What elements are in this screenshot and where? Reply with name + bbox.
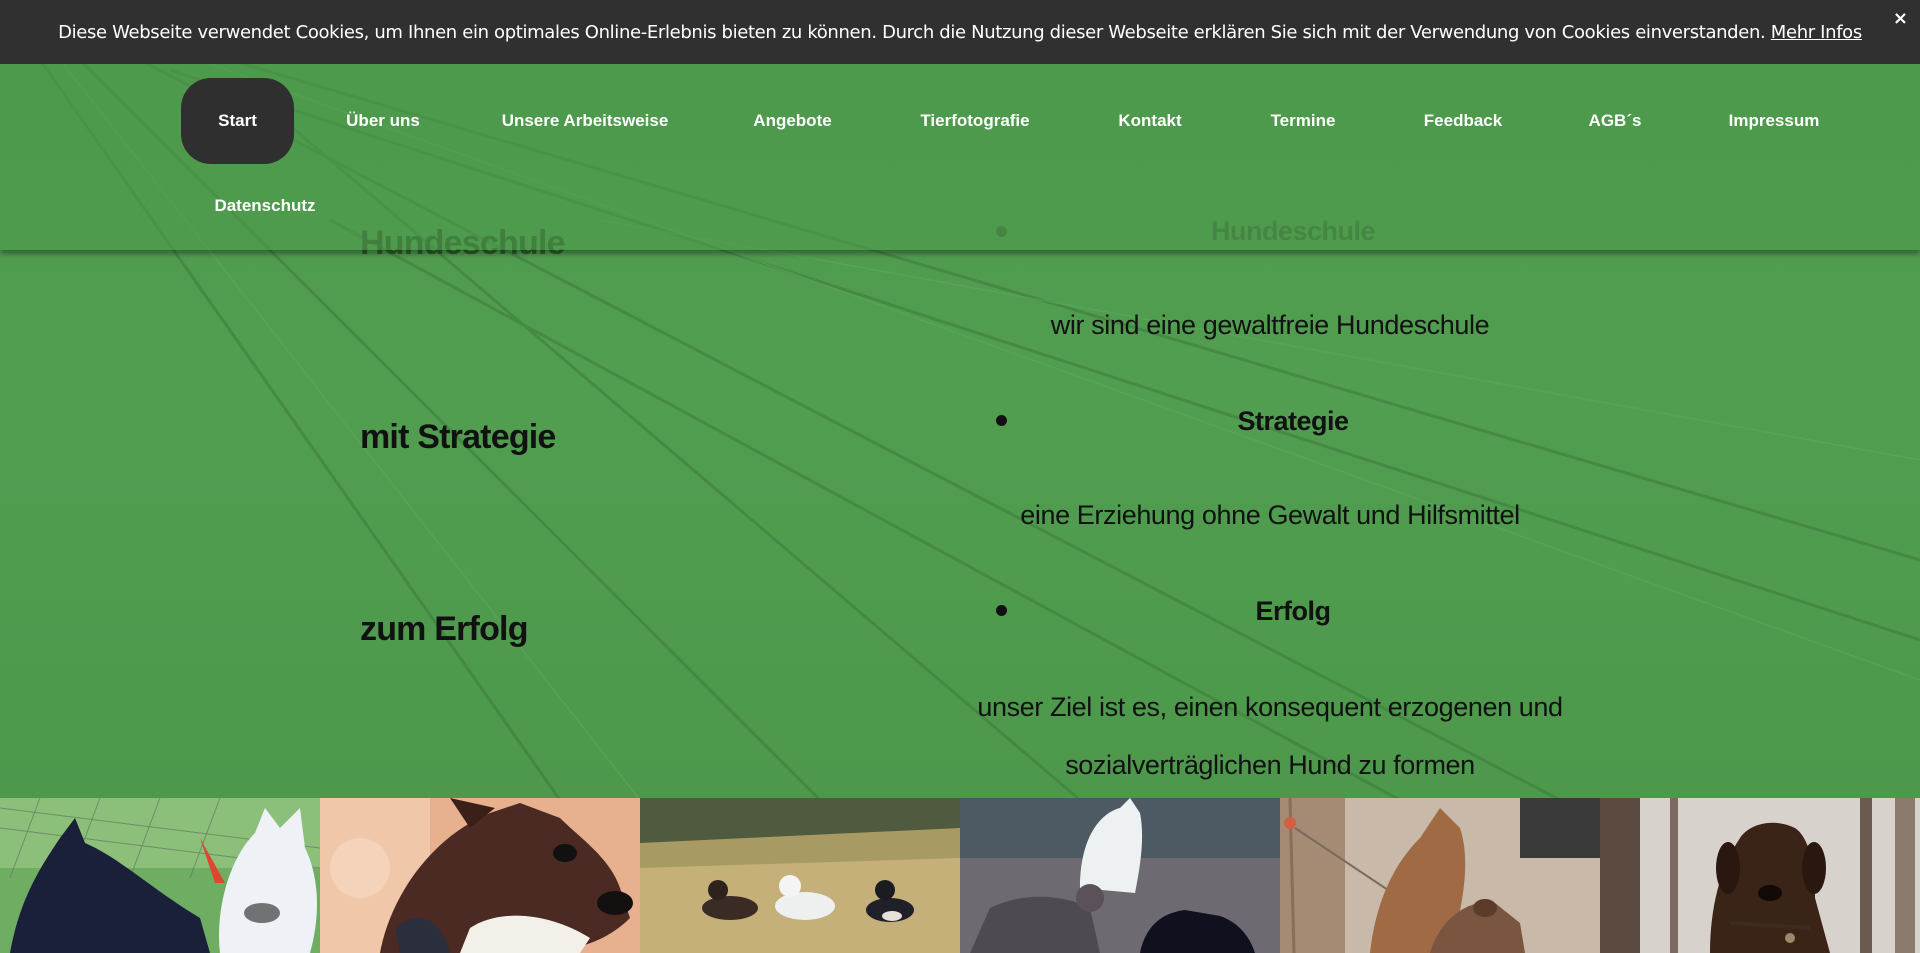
right-text-strategie: eine Erziehung ohne Gewalt und Hilfsmittel — [1020, 500, 1520, 530]
photo-dogs-meeting[interactable] — [960, 798, 1280, 953]
nav-item-datenschutz[interactable]: Datenschutz — [214, 196, 316, 215]
left-heading-strategie: mit Strategie — [360, 418, 556, 456]
bullet-erfolg — [996, 605, 1007, 616]
nav-item-feedback[interactable]: Feedback — [1423, 111, 1503, 130]
right-text-erfolg-line2: sozialverträglichen Hund zu formen — [1065, 750, 1475, 780]
close-icon[interactable]: × — [1892, 8, 1908, 29]
photo-three-dogs-lying[interactable] — [640, 798, 960, 953]
nav-item-tierfotografie[interactable]: Tierfotografie — [920, 111, 1030, 130]
right-text-erfolg: unser Ziel ist es, einen konsequent erzogenen und — [977, 692, 1563, 722]
nav-item-termine[interactable]: Termine — [1270, 111, 1336, 130]
cookie-banner — [0, 0, 1920, 64]
cookie-message — [0, 22, 1920, 43]
cookie-text: Diese Webseite verwendet Cookies, um Ihnen ein optimales Online-Erlebnis bieten zu können. Durch die Nutzung dieser Webseite erklären Sie sich mit der Verwendung von Cookies einverstanden. — [58, 22, 1766, 43]
nav-item-angebote[interactable]: Angebote — [753, 111, 832, 130]
more-info-link[interactable]: Mehr Infos — [1770, 22, 1862, 43]
photo-strip — [0, 798, 1920, 953]
main-navigation — [0, 64, 1920, 250]
right-heading-strategie: Strategie — [1237, 406, 1349, 436]
nav-item-arbeitsweise[interactable]: Unsere Arbeitsweise — [501, 111, 669, 130]
nav-item-impressum[interactable]: Impressum — [1728, 111, 1820, 130]
photo-dogs-black-and-white[interactable] — [0, 798, 320, 953]
right-heading-erfolg: Erfolg — [1255, 596, 1331, 626]
bullet-strategie — [996, 415, 1007, 426]
nav-item-start[interactable]: Start — [181, 78, 294, 164]
photo-brindle-dog-portrait[interactable] — [320, 798, 640, 953]
nav-item-ueber-uns[interactable]: Über uns — [346, 111, 420, 130]
photo-dogs-at-post[interactable] — [1280, 798, 1600, 953]
photo-brown-dog-forest[interactable] — [1600, 798, 1920, 953]
nav-item-kontakt[interactable]: Kontakt — [1118, 111, 1182, 130]
nav-item-agb[interactable]: AGB´s — [1588, 111, 1642, 130]
right-text-hundeschule: wir sind eine gewaltfreie Hundeschule — [1050, 310, 1490, 340]
left-heading-erfolg: zum Erfolg — [360, 610, 528, 648]
